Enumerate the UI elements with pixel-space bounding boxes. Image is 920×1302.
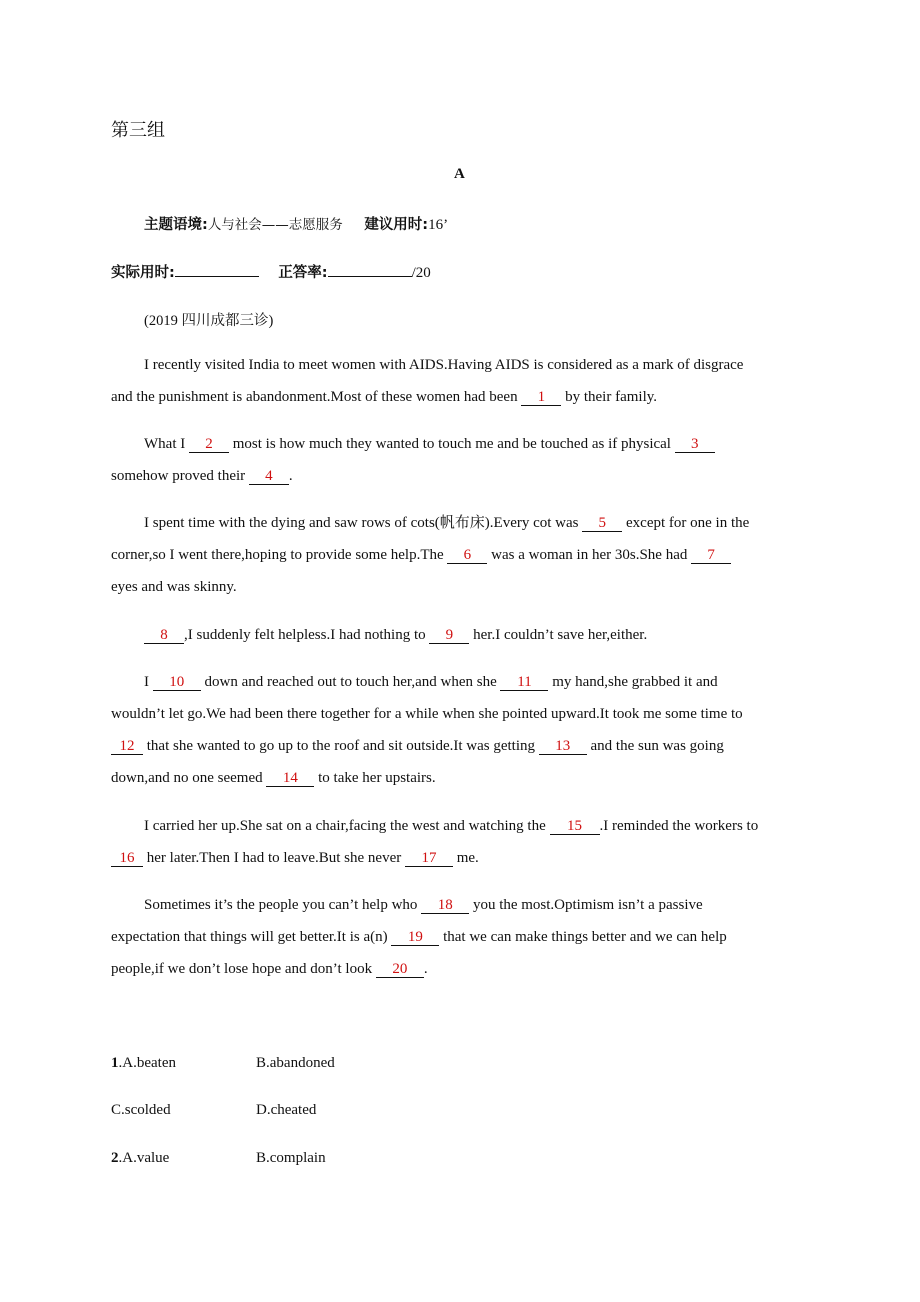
text-span: that we can make things better and we can help xyxy=(439,929,727,945)
text-span: that she wanted to go up to the roof and sit outside.It was getting xyxy=(143,738,539,754)
accuracy-blank[interactable] xyxy=(328,262,412,277)
text-span: I xyxy=(144,674,153,690)
q2-option-b[interactable]: B.complain xyxy=(256,1150,326,1166)
blank-3[interactable]: 3 xyxy=(675,436,715,453)
blank-11[interactable]: 11 xyxy=(500,674,548,691)
blank-19[interactable]: 19 xyxy=(391,929,439,946)
blank-1[interactable]: 1 xyxy=(521,389,561,406)
actual-time-label: 实际用时: xyxy=(111,265,175,281)
q1-option-d[interactable]: D.cheated xyxy=(256,1102,317,1118)
blank-8[interactable]: 8 xyxy=(144,627,184,644)
text-span: down and reached out to touch her,and when she xyxy=(200,674,501,690)
paragraph-7 xyxy=(111,889,811,985)
theme-value: 人与社会——志愿服务 xyxy=(207,217,343,233)
actual-time-blank[interactable] xyxy=(175,262,259,277)
score-line xyxy=(111,261,431,282)
q1-option-b[interactable]: B.abandoned xyxy=(256,1055,335,1071)
text-span: my hand,she grabbed it and xyxy=(548,674,718,690)
paragraph-3 xyxy=(111,507,811,603)
text-span: down,and no one seemed xyxy=(111,770,267,786)
blank-6[interactable]: 6 xyxy=(447,547,487,564)
text-span: and the sun was going xyxy=(586,738,724,754)
theme-line xyxy=(144,213,448,234)
text-span: expectation that things will get better.It is a(n) xyxy=(111,929,392,945)
text-span: . xyxy=(288,468,293,484)
source-note: (2019 四川成都三诊) xyxy=(144,313,274,329)
blank-18[interactable]: 18 xyxy=(421,897,469,914)
blank-5[interactable]: 5 xyxy=(582,515,622,532)
blank-7[interactable]: 7 xyxy=(691,547,731,564)
text-span: corner,so I went there,hoping to provide some help.The xyxy=(111,547,448,563)
accuracy-total: /20 xyxy=(411,265,431,281)
paragraph-1 xyxy=(111,349,811,413)
text-span: . xyxy=(423,961,428,977)
text-line: wouldn’t let go.We had been there together for a while when she pointed upward.It took me some time to xyxy=(111,706,743,722)
blank-10[interactable]: 10 xyxy=(153,674,201,691)
q1-option-c[interactable]: C.scolded xyxy=(111,1102,171,1118)
question-number: 2 xyxy=(111,1150,119,1166)
q1-option-a[interactable] xyxy=(111,1055,176,1072)
text-span: by their family. xyxy=(561,389,658,405)
paragraph-2 xyxy=(111,428,811,492)
text-span: Sometimes it’s the people you can’t help who xyxy=(144,897,422,913)
text-span: .I reminded the workers to xyxy=(599,818,759,834)
text-span: her later.Then I had to leave.But she never xyxy=(143,850,405,866)
blank-15[interactable]: 15 xyxy=(550,818,600,835)
group-title: 第三组 xyxy=(111,120,165,141)
text-span: to take her upstairs. xyxy=(314,770,436,786)
text-span: and the punishment is abandonment.Most of these women had been xyxy=(111,389,522,405)
blank-13[interactable]: 13 xyxy=(539,738,587,755)
question-number: 1 xyxy=(111,1055,119,1071)
blank-4[interactable]: 4 xyxy=(249,468,289,485)
text-span: her.I couldn’t save her,either. xyxy=(469,627,648,643)
text-span: ,I suddenly felt helpless.I had nothing to xyxy=(184,627,430,643)
text-span: I spent time with the dying and saw rows of cots(帆布床).Every cot was xyxy=(144,515,583,531)
blank-16[interactable]: 16 xyxy=(111,850,143,867)
text-span: was a woman in her 30s.She had xyxy=(487,547,692,563)
text-span: I carried her up.She sat on a chair,facing the west and watching the xyxy=(144,818,550,834)
q2-option-a[interactable] xyxy=(111,1150,169,1167)
text-span: except for one in the xyxy=(622,515,750,531)
section-title: A xyxy=(454,166,465,182)
blank-2[interactable]: 2 xyxy=(189,436,229,453)
blank-14[interactable]: 14 xyxy=(266,770,314,787)
text-span: most is how much they wanted to touch me and be touched as if physical xyxy=(228,436,675,452)
option-text: .A.value xyxy=(118,1150,170,1166)
text-span: What I xyxy=(144,436,189,452)
blank-17[interactable]: 17 xyxy=(405,850,453,867)
paragraph-4 xyxy=(111,619,811,651)
text-span: you the most.Optimism isn’t a passive xyxy=(469,897,703,913)
text-span: people,if we don’t lose hope and don’t look xyxy=(111,961,376,977)
text-span: somehow proved their xyxy=(111,468,249,484)
paragraph-5 xyxy=(111,666,811,794)
time-value: 16’ xyxy=(428,217,449,233)
option-text: .A.beaten xyxy=(118,1055,176,1071)
accuracy-label: 正答率: xyxy=(278,265,328,281)
theme-label: 主题语境: xyxy=(144,217,208,233)
paragraph-6 xyxy=(111,810,811,874)
text-line: eyes and was skinny. xyxy=(111,579,237,595)
text-line: I recently visited India to meet women with AIDS.Having AIDS is considered as a mark of disgrace xyxy=(144,357,744,373)
blank-12[interactable]: 12 xyxy=(111,738,143,755)
time-label: 建议用时: xyxy=(364,217,429,233)
blank-20[interactable]: 20 xyxy=(376,961,424,978)
blank-9[interactable]: 9 xyxy=(429,627,469,644)
text-span: me. xyxy=(452,850,479,866)
